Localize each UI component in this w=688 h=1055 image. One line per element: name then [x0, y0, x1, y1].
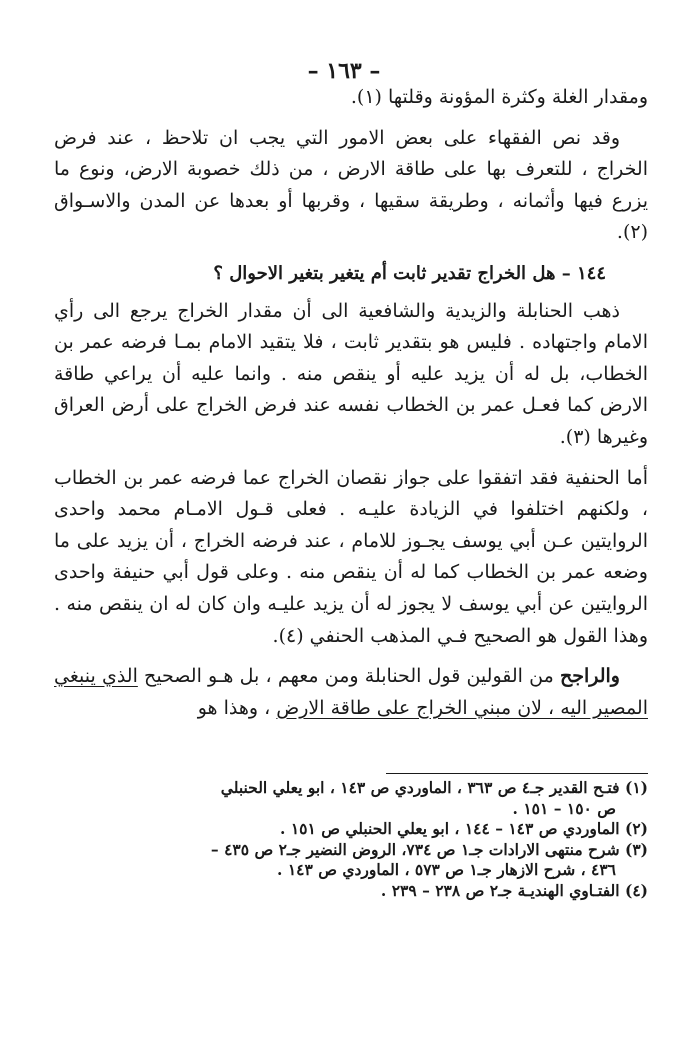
preferred-view-text: من القولين قول الحنابلة ومن معهم ، بل هـو الصحيح: [137, 665, 560, 688]
section-heading-144: ١٤٤ – هل الخراج تقدير ثابت أم يتغير بتغير الاحوال ؟: [213, 262, 606, 284]
paragraph-continuation: ومقدار الغلة وكثرة المؤونة وقلتها (١).: [350, 86, 648, 108]
main-text: [54, 82, 648, 733]
paragraph-preferred-view: [54, 661, 648, 724]
footnote-2: (٢) الماوردي ص ١٤٣ – ١٤٤ ، ابو يعلي الحنبلي ص ١٥١ .: [280, 819, 648, 838]
preferred-view-lead: والراجح: [559, 665, 620, 688]
underlined-phrase: الذي ينبغي المصير اليه ، لان مبني الخراج على طاقة الارض: [54, 665, 648, 719]
footnote-divider: [386, 773, 648, 774]
paragraph-hanbali-view: ذهب الحنابلة والزيدية والشافعية الى أن مقدار الخراج يرجع الى رأي الامام واجتهاده . فليس هو بتقدير ثابت ، فلا يتقيد الامام بمـا فرضه عمر بن الخطاب، بل له أن يزيد عليه أو ينقص منه . وانما عليه أن يراعي طاقة الارض كما فعـل عمر بن الخطاب نفسه عند فرض الخراج على أرض العراق وغيرها (٣).: [54, 299, 648, 448]
footnote-4: (٤) الفتـاوي الهنديـة جـ٢ ص ٢٣٨ – ٢٣٩ .: [380, 880, 648, 900]
footnote-3-continuation: ٤٣٦ ، شرح الازهار جـ١ ص ٥٧٣ ، الماوردي ص ١٤٣ .: [277, 860, 616, 879]
preferred-view-tail: ، وهذا هو: [197, 696, 277, 719]
footnote-3: (٣) شرح منتهى الارادات جـ١ ص ٧٣٤، الروض النضير جـ٢ ص ٤٣٥ –: [210, 839, 648, 859]
paragraph-hanafi-view: أما الحنفية فقد اتفقوا على جواز نقصان الخراج عما فرضه عمر بن الخطاب ، ولكنهم اختلفوا في الزيادة عليـه . فعلى قـول الامـام محمد واحدى الروايتين عـن أبي يوسف يجـوز للامام ، عند فرضه الخراج ، أن يزيد على ما وضعه عمر بن الخطاب كما له أن ينقص منه . وعلى قول أبي حنيفة واحدى الروايتين عن أبي يوسف لا يجوز له أن يزيد عليـه وان كان له ان ينقص منه . وهذا القول هو الصحيح فـي المذهب الحنفي (٤).: [54, 466, 648, 647]
paragraph-assessment-factors: وقد نص الفقهاء على بعض الامور التي يجب ان تلاحظ ، عند فرض الخراج ، للتعرف بها على طاقة الارض ، من ذلك خصوبة الارض، ونوع ما يزرع فيها وأثمانه ، وطريقة سقيها ، وقربها أو بعدها عن المدن والاسـواق (٢).: [54, 126, 648, 244]
footnote-1-continuation: ص ١٥٠ – ١٥١ .: [512, 798, 616, 818]
footnotes: [54, 778, 648, 901]
footnote-1: (١) فتـح القدير جـ٤ ص ٣٦٣ ، الماوردي ص ١٤٣ ، ابو يعلي الحنبلي: [220, 778, 648, 797]
page-number: – ١٦٣ –: [307, 58, 381, 84]
